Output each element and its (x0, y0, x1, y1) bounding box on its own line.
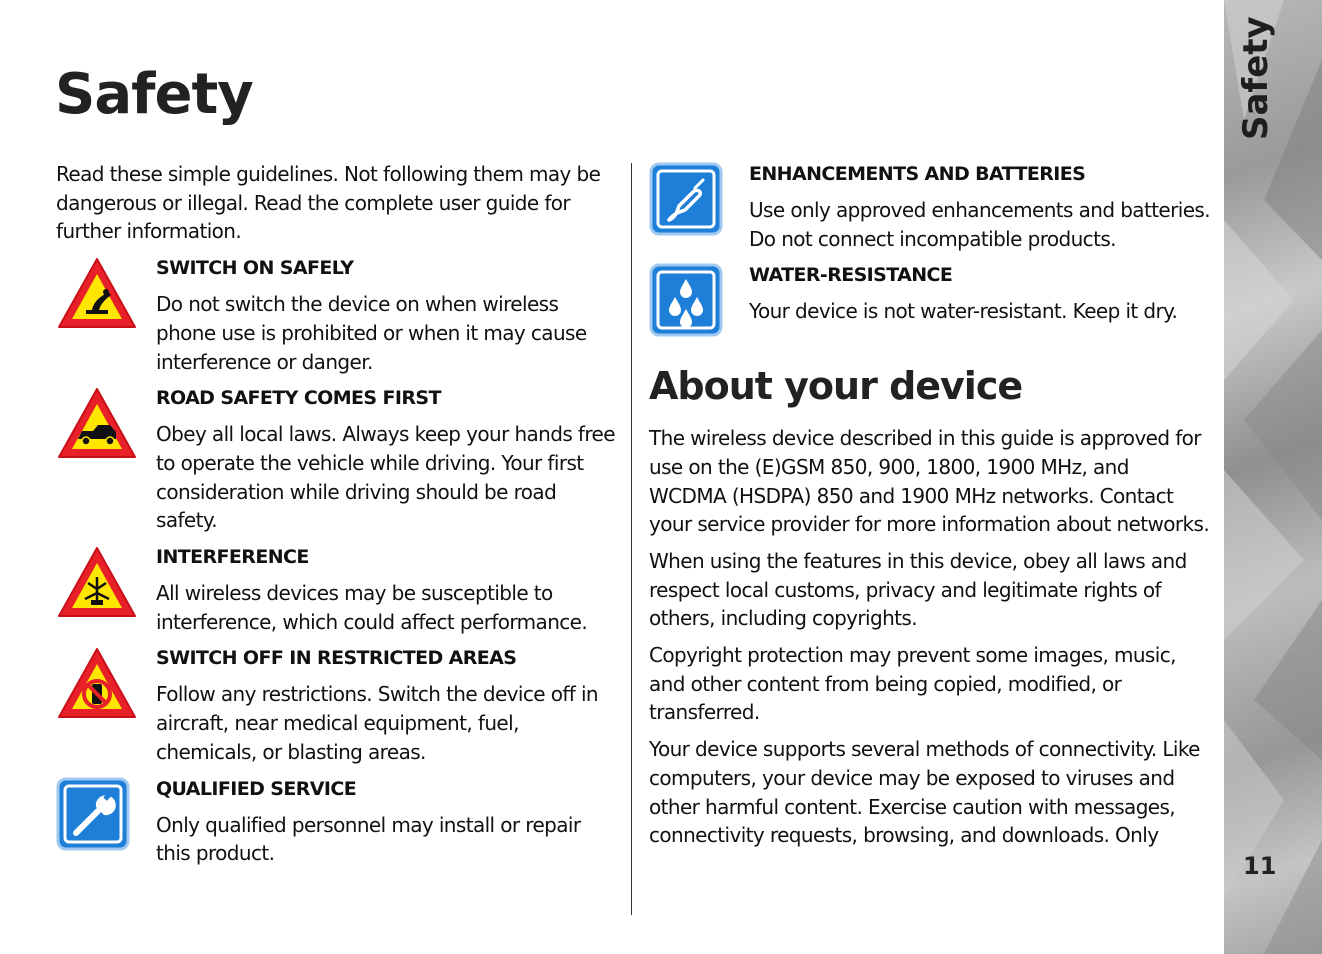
column-divider (631, 163, 632, 915)
about-title: About your device (649, 364, 1023, 409)
safety-item-text: Your device is not water-resistant. Keep it dry. (749, 299, 1178, 324)
safety-item-service (56, 775, 618, 868)
switch-on-safely-icon (56, 256, 138, 332)
safety-item-text: Follow any restrictions. Switch the device off in aircraft, near medical equipment, fuel, chemicals, or blasting areas. (156, 682, 599, 764)
about-paragraph: When using the features in this device, obey all laws and respect local customs, privacy and legitimate rights of others, including copyrights. (649, 548, 1187, 631)
safety-item-heading: QUALIFIED SERVICE (156, 777, 357, 800)
left-column (56, 160, 618, 876)
safety-item-road (56, 384, 618, 535)
side-tab-pattern (1224, 0, 1322, 954)
safety-item-text: Do not switch the device on when wireless phone use is prohibited or when it may cause interference or danger. (156, 292, 587, 374)
about-paragraph: Your device supports several methods of connectivity. Like computers, your device may be exposed to viruses and other harmful content. Exercise caution with messages, connectivity requests, browsing, and downloads. Only (649, 737, 1200, 848)
qualified-service-icon (56, 777, 138, 853)
safety-item-enhancements (649, 160, 1211, 253)
interference-icon (56, 545, 138, 621)
water-resistance-icon (649, 263, 731, 339)
safety-item-text: Obey all local laws. Always keep your hands free to operate the vehicle while driving. Your first consideration while driving should be road safety. (156, 422, 615, 533)
page-title: Safety (55, 62, 253, 127)
safety-item-water (649, 261, 1211, 326)
enhancements-batteries-icon (649, 162, 731, 238)
page-number: 11 (1243, 852, 1277, 880)
side-tab (1224, 0, 1322, 954)
safety-item-heading: SWITCH ON SAFELY (156, 257, 354, 280)
safety-item-text: Only qualified personnel may install or repair this product. (156, 812, 581, 866)
side-tab-label: Safety (1236, 16, 1276, 140)
safety-item-restricted (56, 644, 618, 766)
safety-item-switch-on (56, 254, 618, 376)
safety-item-interference (56, 543, 618, 636)
safety-item-text: Use only approved enhancements and batteries. Do not connect incompatible products. (749, 198, 1210, 251)
safety-item-text: All wireless devices may be susceptible to interference, which could affect performance. (156, 581, 588, 634)
safety-item-heading: ROAD SAFETY COMES FIRST (156, 387, 441, 410)
right-column (649, 160, 1211, 858)
restricted-areas-icon (56, 646, 138, 722)
safety-item-heading: ENHANCEMENTS AND BATTERIES (749, 163, 1086, 185)
safety-item-heading: INTERFERENCE (156, 546, 309, 569)
about-paragraph: Copyright protection may prevent some images, music, and other content from being copied, modified, or transferred. (649, 643, 1176, 725)
safety-item-heading: WATER-RESISTANCE (749, 264, 953, 287)
road-safety-icon (56, 386, 138, 462)
safety-item-heading: SWITCH OFF IN RESTRICTED AREAS (156, 647, 517, 670)
safety-intro: Read these simple guidelines. Not following them may be dangerous or illegal. Read the complete user guide for further information. (56, 162, 601, 244)
about-paragraph: The wireless device described in this guide is approved for use on the (E)GSM 850, 900, 1800, 1900 MHz, and WCDMA (HSDPA) 850 and 1900 MHz networks. Contact your service provider for more information about networks. (649, 426, 1210, 537)
